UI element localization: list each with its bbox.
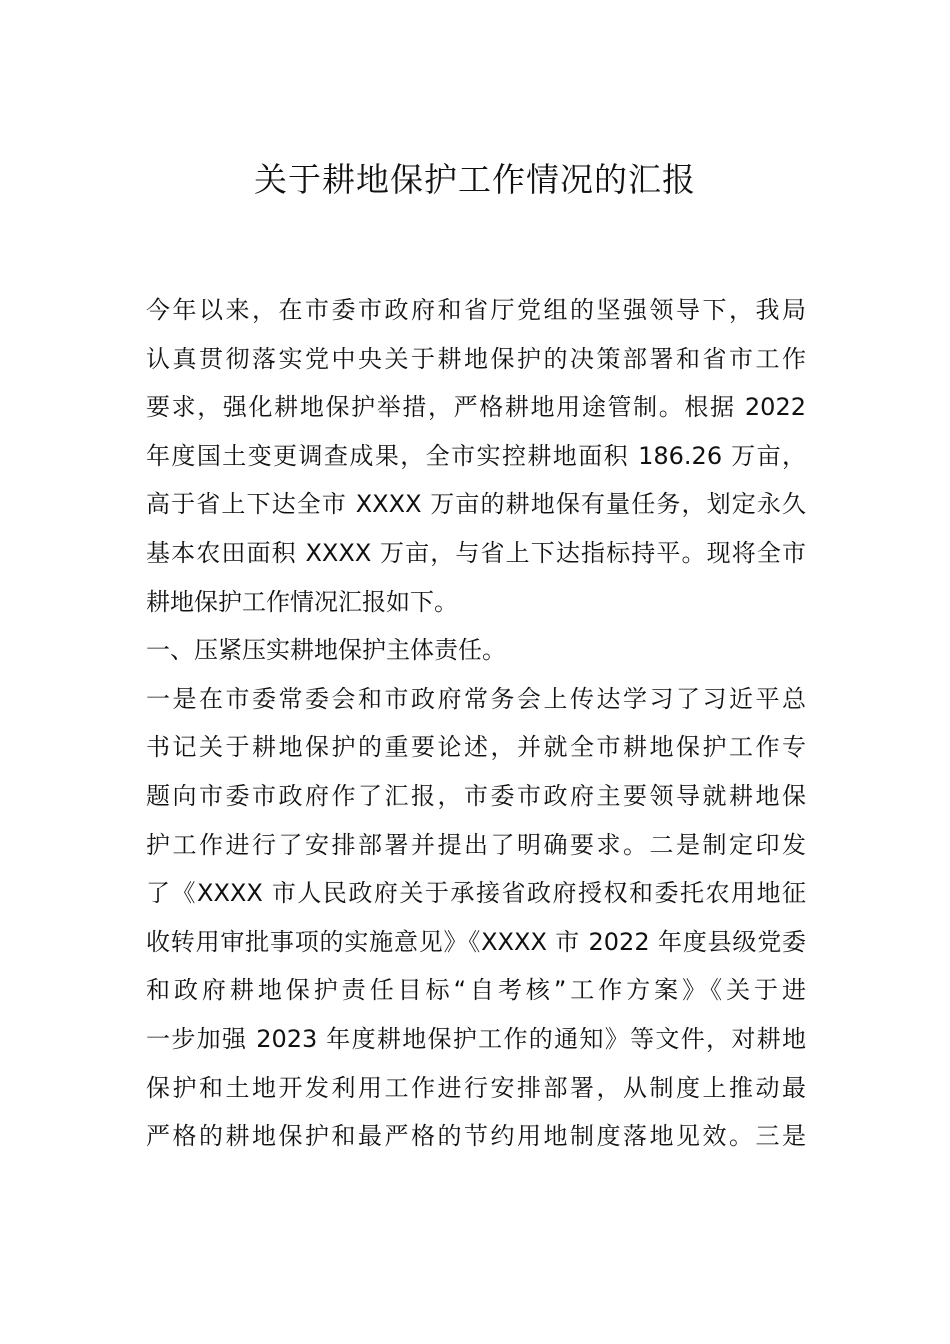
paragraph-line: 一是在市委常委会和市政府常务会上传达学习了习近平总 — [146, 684, 806, 713]
paragraph-line: 基本农田面积 XXXX 万亩，与省上下达指标持平。现将全市 — [146, 538, 806, 567]
paragraph-line: 认真贯彻落实党中央关于耕地保护的决策部署和省市工作 — [146, 344, 806, 373]
document-title: 关于耕地保护工作情况的汇报 — [254, 160, 696, 199]
paragraph-line: 耕地保护工作情况汇报如下。 — [146, 587, 458, 616]
paragraph-line: 收转用审批事项的实施意见》《XXXX 市 2022 年度县级党委 — [146, 927, 806, 956]
paragraph-line: 一步加强 2023 年度耕地保护工作的通知》等文件，对耕地 — [146, 1024, 806, 1053]
section-heading: 一、压紧压实耕地保护主体责任。 — [146, 636, 506, 665]
paragraph-line: 护工作进行了安排部署并提出了明确要求。二是制定印发 — [146, 830, 806, 859]
paragraph-line: 年度国土变更调查成果，全市实控耕地面积 186.26 万亩， — [146, 441, 806, 470]
paragraph-line: 了《XXXX 市人民政府关于承接省政府授权和委托农用地征 — [146, 879, 806, 908]
paragraph-line: 和政府耕地保护责任目标“自考核”工作方案》《关于进 — [146, 976, 806, 1005]
paragraph-line: 今年以来，在市委市政府和省厅党组的坚强领导下，我局 — [146, 296, 806, 324]
paragraph-line: 书记关于耕地保护的重要论述，并就全市耕地保护工作专 — [146, 733, 806, 762]
paragraph-line: 严格的耕地保护和最严格的节约用地制度落地见效。三是 — [146, 1122, 806, 1151]
paragraph-line: 保护和土地开发利用工作进行安排部署，从制度上推动最 — [146, 1073, 806, 1102]
paragraph-line: 高于省上下达全市 XXXX 万亩的耕地保有量任务，划定永久 — [146, 490, 806, 519]
document-body — [146, 286, 806, 1161]
paragraph-line: 题向市委市政府作了汇报，市委市政府主要领导就耕地保 — [146, 781, 806, 810]
paragraph-line: 要求，强化耕地保护举措，严格耕地用途管制。根据 2022 — [146, 393, 806, 422]
